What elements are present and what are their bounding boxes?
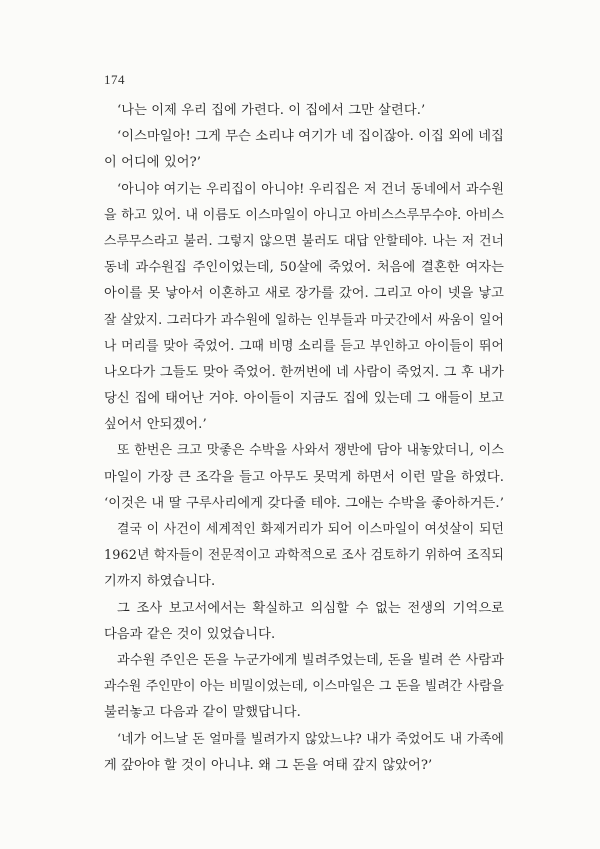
- text-line: 다음과 같은 것이 있었습니다.: [104, 626, 276, 642]
- text-line: ‘나는 이제 우리 집에 가련다. 이 집에서 그만 살련다.’: [117, 103, 426, 118]
- text-line: 나오다가 그들도 맞아 죽었어. 한꺼번에 네 사람이 죽었지. 그 후 내가: [104, 364, 504, 380]
- text-line: 스루무스라고 불러. 그렇지 않으면 불러도 대답 안할테야. 나는 저 건너: [104, 233, 504, 249]
- text-line: 그 조사 보고서에서는 확실하고 의심할 수 없는 전생의 기억으로: [117, 600, 504, 616]
- text-line: 당신 집에 태어난 거야. 아이들이 지금도 집에 있는데 그 애들이 보고: [104, 391, 504, 407]
- text-line: 또 한번은 크고 맛좋은 수박을 사와서 쟁반에 담아 내놓았더니, 이스: [117, 443, 504, 459]
- text-line: ‘이스마일아! 그게 무슨 소리냐 여기가 네 집이잖아. 이집 외에 네집: [117, 129, 504, 145]
- text-line: 나 머리를 맞아 죽었어. 그때 비명 소리를 듣고 부인하고 아이들이 뛰어: [104, 338, 504, 354]
- text-line: ‘아니야 여기는 우리집이 아니야! 우리집은 저 건너 동네에서 과수원: [117, 181, 504, 197]
- text-line: 잘 살았지. 그러다가 과수원에 일하는 인부들과 마굿간에서 싸움이 일어: [104, 312, 504, 328]
- text-line: 을 하고 있어. 내 이름도 이스마일이 아니고 아비스스루무수야. 아비스: [104, 207, 504, 223]
- text-line: 아이를 못 낳아서 이혼하고 새로 장가를 갔어. 그리고 아이 넷을 낳고: [104, 286, 504, 302]
- text-line: 결국 이 사건이 세계적인 화제거리가 되어 이스마일이 여섯살이 되던: [117, 522, 504, 537]
- text-line: 싶어서 안되겠어.’: [104, 417, 207, 433]
- text-line: 과수원 주인만이 아는 비밀이었는데, 이스마일은 그 돈을 빌려간 사람을: [104, 679, 504, 695]
- body-text: [104, 98, 504, 779]
- text-line: ‘네가 어느날 돈 얼마를 빌려가지 않았느냐? 내가 죽었어도 내 가족에: [117, 731, 504, 747]
- page-number: 174: [104, 72, 125, 87]
- text-line: ‘이것은 내 딸 구루사리에게 갖다줄 테야. 그애는 수박을 좋아하거든.’: [104, 495, 504, 511]
- text-line: 동네 과수원집 주인이었는데, 50살에 죽었어. 처음에 결혼한 여자는: [104, 260, 504, 276]
- text-line: 기까지 하였습니다.: [104, 574, 216, 590]
- text-line: 과수원 주인은 돈을 누군가에게 빌려주었는데, 돈을 빌려 쓴 사람과: [117, 652, 504, 668]
- text-line: 마일이 가장 큰 조각을 들고 아무도 못먹게 하면서 이런 말을 하였다.: [104, 469, 504, 485]
- text-line: 1962년 학자들이 전문적이고 과학적으로 조사 검토하기 위하여 조직되: [104, 548, 504, 564]
- text-line: 이 어디에 있어?’: [104, 155, 202, 171]
- text-line: 불러놓고 다음과 같이 말했답니다.: [104, 705, 301, 721]
- text-line: 게 갚아야 할 것이 아니냐. 왜 그 돈을 여태 갚지 않았어?’: [104, 757, 433, 773]
